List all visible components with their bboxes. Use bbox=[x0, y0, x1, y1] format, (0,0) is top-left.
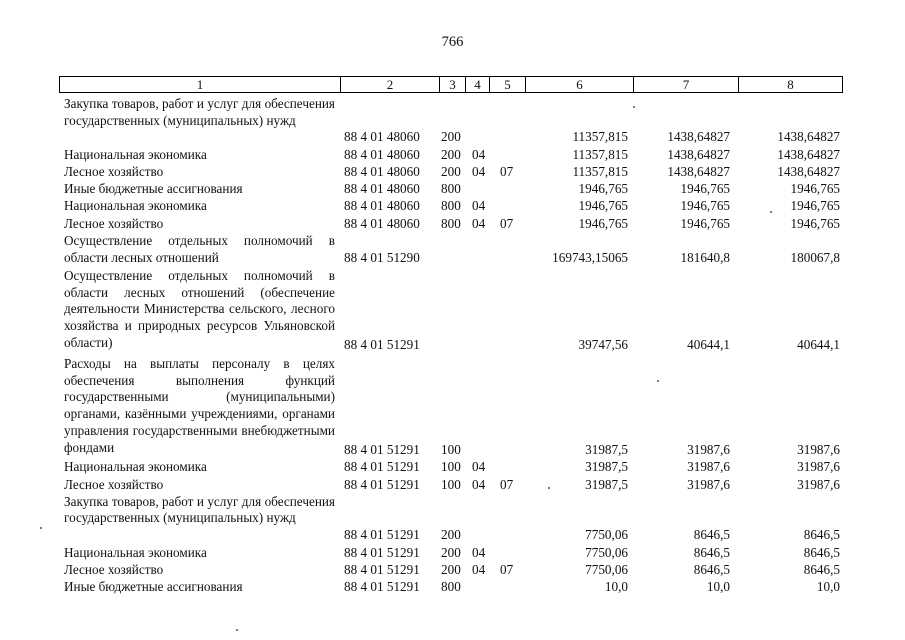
row-value-7: 31987,6 bbox=[687, 476, 730, 492]
row-value-7: 1946,765 bbox=[680, 180, 730, 196]
scan-speck bbox=[657, 380, 659, 382]
row-name: Расходы на выплаты персоналу в целях обеспечения выполнения функций государственными (муниципальными) органами, казёнными учреждениями, органами управления государственными внебюджетными фондами bbox=[64, 356, 335, 455]
row-name: Закупка товаров, работ и услуг для обеспечения государственных (муниципальных) нужд bbox=[64, 493, 335, 526]
row-value-6: 1946,765 bbox=[578, 198, 628, 213]
row-pr: 07 bbox=[500, 561, 514, 577]
row-code: 88 4 01 48060 bbox=[344, 129, 420, 145]
row-name: Лесное хозяйство bbox=[64, 215, 164, 231]
row-value-6: 11357,815 bbox=[572, 129, 628, 145]
header-col-1: 1 bbox=[196, 77, 204, 92]
header-col-7: 7 bbox=[633, 77, 738, 92]
row-vr: 100 bbox=[441, 476, 461, 492]
row-value-8: 31987,6 bbox=[797, 459, 840, 474]
row-value-8: 8646,5 bbox=[803, 561, 840, 577]
row-value-6: 7750,06 bbox=[585, 544, 628, 560]
row-vr: 800 bbox=[441, 198, 461, 213]
row-value-6: 1946,765 bbox=[578, 215, 628, 231]
header-col-4: 4 bbox=[465, 77, 489, 92]
header-col-6: 6 bbox=[525, 77, 633, 92]
row-name: Национальная экономика bbox=[64, 146, 207, 162]
row-name: Национальная экономика bbox=[64, 459, 207, 474]
row-vr: 200 bbox=[441, 146, 461, 162]
row-value-8: 1946,765 bbox=[790, 198, 840, 213]
row-value-7: 1946,765 bbox=[680, 215, 730, 231]
row-value-6: 39747,56 bbox=[578, 336, 628, 352]
row-code: 88 4 01 51291 bbox=[344, 476, 420, 492]
row-name: Лесное хозяйство bbox=[64, 561, 164, 577]
header-col-8: 8 bbox=[738, 77, 842, 92]
row-value-8: 10,0 bbox=[816, 579, 840, 594]
row-vr: 100 bbox=[441, 442, 461, 457]
row-code: 88 4 01 51290 bbox=[344, 249, 420, 265]
row-value-8: 40644,1 bbox=[797, 336, 840, 352]
row-name: Осуществление отдельных полномочий в области лесных отношений (обеспечение деятельности Министерства сельского, лесного хозяйства и природных ресурсов Ульяновской области) bbox=[64, 268, 335, 350]
row-rz: 04 bbox=[472, 544, 486, 560]
row-code: 88 4 01 48060 bbox=[344, 215, 420, 231]
row-vr: 200 bbox=[441, 526, 461, 542]
scan-speck bbox=[633, 106, 635, 108]
row-value-6: 31987,5 bbox=[585, 476, 628, 492]
header-col-5: 5 bbox=[489, 77, 525, 92]
row-rz: 04 bbox=[472, 198, 486, 213]
row-value-7: 40644,1 bbox=[687, 336, 730, 352]
row-name: Национальная экономика bbox=[64, 544, 207, 560]
row-code: 88 4 01 51291 bbox=[344, 336, 420, 352]
row-vr: 200 bbox=[441, 129, 461, 145]
row-code: 88 4 01 48060 bbox=[344, 163, 420, 179]
row-pr: 07 bbox=[500, 163, 514, 179]
row-value-8: 31987,6 bbox=[797, 476, 840, 492]
row-pr: 07 bbox=[500, 215, 514, 231]
row-value-8: 8646,5 bbox=[803, 544, 840, 560]
row-code: 88 4 01 51291 bbox=[344, 526, 420, 542]
row-value-7: 8646,5 bbox=[693, 544, 730, 560]
row-value-8: 1946,765 bbox=[790, 215, 840, 231]
row-code: 88 4 01 48060 bbox=[344, 180, 420, 196]
page-number: 766 bbox=[441, 34, 464, 50]
row-code: 88 4 01 51291 bbox=[344, 579, 420, 594]
row-value-6: 11357,815 bbox=[572, 146, 628, 162]
scan-speck bbox=[770, 211, 772, 213]
row-value-8: 1438,64827 bbox=[777, 163, 840, 179]
row-value-6: 31987,5 bbox=[585, 459, 628, 474]
row-name: Национальная экономика bbox=[64, 198, 207, 213]
row-value-7: 1438,64827 bbox=[667, 163, 730, 179]
row-value-8: 1438,64827 bbox=[777, 146, 840, 162]
row-value-8: 31987,6 bbox=[797, 442, 840, 457]
scan-speck bbox=[236, 629, 238, 631]
row-value-6: 10,0 bbox=[604, 579, 628, 594]
header-col-3: 3 bbox=[439, 77, 465, 92]
row-value-6: 11357,815 bbox=[572, 163, 628, 179]
row-vr: 800 bbox=[441, 215, 461, 231]
row-value-7: 8646,5 bbox=[693, 526, 730, 542]
scan-speck bbox=[40, 527, 42, 529]
row-value-6: 169743,15065 bbox=[552, 249, 628, 265]
row-value-7: 8646,5 bbox=[693, 561, 730, 577]
row-rz: 04 bbox=[472, 476, 486, 492]
row-vr: 800 bbox=[441, 180, 461, 196]
row-value-7: 1946,765 bbox=[680, 198, 730, 213]
row-code: 88 4 01 51291 bbox=[344, 459, 420, 474]
row-value-7: 181640,8 bbox=[680, 249, 730, 265]
row-vr: 200 bbox=[441, 561, 461, 577]
row-value-8: 8646,5 bbox=[803, 526, 840, 542]
row-pr: 07 bbox=[500, 476, 514, 492]
row-value-7: 31987,6 bbox=[687, 459, 730, 474]
row-name: Лесное хозяйство bbox=[64, 476, 164, 492]
row-value-6: 1946,765 bbox=[578, 180, 628, 196]
row-code: 88 4 01 51291 bbox=[344, 442, 420, 457]
row-name: Иные бюджетные ассигнования bbox=[64, 579, 243, 594]
row-value-6: 31987,5 bbox=[585, 442, 628, 457]
row-value-7: 31987,6 bbox=[687, 442, 730, 457]
row-value-7: 10,0 bbox=[706, 579, 730, 594]
row-rz: 04 bbox=[472, 146, 486, 162]
row-rz: 04 bbox=[472, 215, 486, 231]
row-rz: 04 bbox=[472, 561, 486, 577]
row-name: Иные бюджетные ассигнования bbox=[64, 180, 243, 196]
row-value-6: 7750,06 bbox=[585, 526, 628, 542]
row-name: Осуществление отдельных полномочий в области лесных отношений bbox=[64, 233, 335, 265]
row-code: 88 4 01 51291 bbox=[344, 561, 420, 577]
row-rz: 04 bbox=[472, 163, 486, 179]
row-value-6: 7750,06 bbox=[585, 561, 628, 577]
row-value-8: 180067,8 bbox=[790, 249, 840, 265]
header-col-2: 2 bbox=[340, 77, 439, 92]
row-code: 88 4 01 51291 bbox=[344, 544, 420, 560]
row-name: Лесное хозяйство bbox=[64, 163, 164, 179]
row-value-8: 1946,765 bbox=[790, 180, 840, 196]
row-code: 88 4 01 48060 bbox=[344, 198, 420, 213]
row-vr: 200 bbox=[441, 163, 461, 179]
row-vr: 800 bbox=[441, 579, 461, 594]
row-value-8: 1438,64827 bbox=[777, 129, 840, 145]
scan-speck bbox=[548, 487, 550, 489]
row-rz: 04 bbox=[472, 459, 486, 474]
row-value-7: 1438,64827 bbox=[667, 146, 730, 162]
row-code: 88 4 01 48060 bbox=[344, 146, 420, 162]
row-vr: 200 bbox=[441, 544, 461, 560]
row-vr: 100 bbox=[441, 459, 461, 474]
row-name: Закупка товаров, работ и услуг для обеспечения государственных (муниципальных) нужд bbox=[64, 96, 335, 128]
row-value-7: 1438,64827 bbox=[667, 129, 730, 145]
